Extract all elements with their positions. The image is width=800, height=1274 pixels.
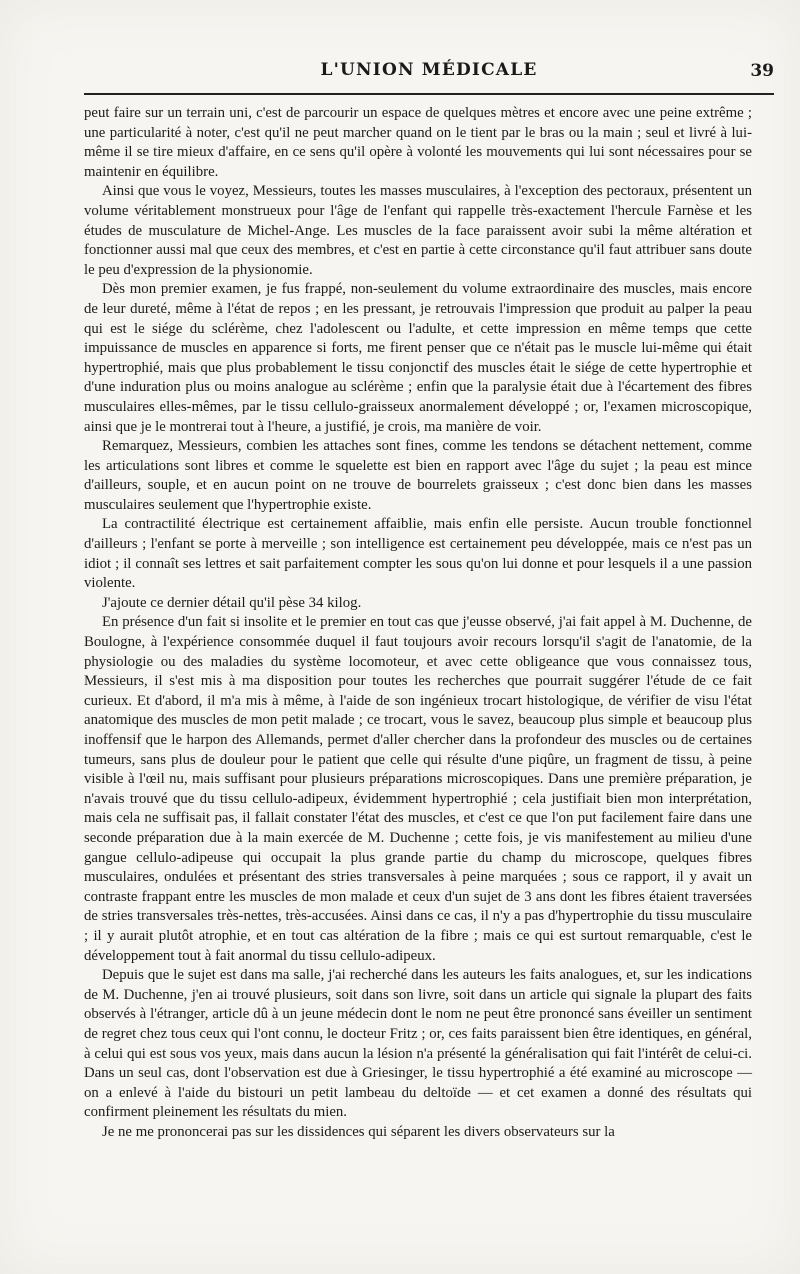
paragraph: Remarquez, Messieurs, combien les attaches sont fines, comme les tendons se détachent nettement, comme les articulations sont libres et comme le squelette est bien en rapport avec l'âge du sujet ; la peau est mince d'ailleurs, souple, et en aucun point on ne trouve de bourrelets graisseux ; c'est donc bien dans les masses musculaires seulement que l'hypertrophie existe. [84,438,752,513]
journal-title: L'UNION MÉDICALE [320,60,538,80]
page-header [84,58,774,88]
paragraph: La contractilité électrique est certainement affaiblie, mais enfin elle persiste. Aucun trouble fonctionnel d'ailleurs ; l'enfant se porte à merveille ; son intelligence est certainement peu développée, mais ce n'est pas un idiot ; il connaît ses lettres et sait parfaitement compter les sous qu'on lui donne et pour lesquels il a une passion violente. [84,516,752,592]
header-rule [84,93,774,95]
paragraph: En présence d'un fait si insolite et le premier en tout cas que j'eusse observé, j'ai fait appel à M. Duchenne, de Boulogne, à l'expérience consommée duquel il faut toujours avoir recours lorsqu'il s'agit de l'anatomie, de la physiologie ou des maladies du système locomoteur, et avec cette obligeance que vous connaissez tous, Messieurs, il s'est mis à ma disposition pour toutes les recherches que pourrait suggérer l'étude de ce fait curieux. Et d'abord, il m'a mis à même, à l'aide de son ingénieux trocart histologique, de vérifier de visu l'état anatomique des muscles de mon petit malade ; ce trocart, vous le savez, beaucoup plus simple et beaucoup plus inoffensif que le harpon des Allemands, permet d'aller chercher dans la profondeur des muscles ou de certaines tumeurs, sans plus de douleur pour le patient que celle qui résulte d'une piqûre, un fragment de tissu, à peine visible à l'œil nu, mais suffisant pour plusieurs préparations microscopiques. Dans une première préparation, je n'avais trouvé que du tissu cellulo-adipeux, évidemment hypertrophié ; cela justifiait bien mon interprétation, mais cela ne suffisait pas, il fallait constater l'état des muscles, et c'est ce que l'on put facilement faire dans une seconde préparation due à la main exercée de M. Duchenne ; cette fois, je vis manifestement au milieu d'une gangue cellulo-adipeuse qui occupait la plus grande partie du champ du microscope, quelques fibres musculaires, ondulées et présentant des stries transversales à peine marquées ; sous ce rapport, il y avait un contraste frappant entre les muscles de mon malade et ceux d'un sujet de 3 ans dont les fibres étaient traversées de stries transversales très-nettes, très-accusées. Ainsi dans ce cas, il n'y a pas d'hypertrophie du tissu musculaire ; il y aurait plutôt atrophie, et en tout cas altération de la fibre ; mais ce qui est surtout remarquable, c'est le développement tout à fait anormal du tissu cellulo-adipeux. [84,614,752,964]
article-body [84,104,752,1142]
paragraph: Depuis que le sujet est dans ma salle, j'ai recherché dans les auteurs les faits analogues, et, sur les indications de M. Duchenne, j'en ai trouvé plusieurs, soit dans son livre, soit dans un article qui signale la plupart des faits observés à l'étranger, article dû à un jeune médecin dont le nom ne peut être prononcé sans éveiller un sentiment de regret chez tous ceux qui l'ont connu, le docteur Fritz ; or, ces faits paraissent bien être identiques, en général, à celui qui est sous vos yeux, mais dans aucun la lésion n'a présenté la généralisation qui fait l'intérêt de celui-ci. Dans un seul cas, dont l'observation est due à Griesinger, le tissu hypertrophié a été examiné au microscope — on a enlevé à l'aide du bistouri un petit lambeau du deltoïde — et cet examen a donné des résultats qui confirment pleinement les résultats du mien. [84,967,752,1121]
paragraph: peut faire sur un terrain uni, c'est de parcourir un espace de quelques mètres et encore avec une peine extrême ; une particularité à noter, c'est qu'il ne peut marcher quand on le tient par le bras ou la main ; seul et livré à lui-même il se tire mieux d'affaire, en ce sens qu'il opère à volonté les mouvements qui lui sont nécessaires pour se maintenir en équilibre. [84,105,752,180]
paragraph: J'ajoute ce dernier détail qu'il pèse 34 kilog. [102,594,362,611]
page-number: 39 [750,61,774,81]
paragraph: Ainsi que vous le voyez, Messieurs, toutes les masses musculaires, à l'exception des pectoraux, présentent un volume véritablement monstrueux pour l'âge de l'enfant qui rappelle très-exactement l'hercule Farnèse et les études de musculature de Michel-Ange. Les muscles de la face paraissent avoir subi la même altération et fonctionner aussi mal que ceux des membres, et c'est en partie à cette circonstance qu'il faut attribuer sans doute le peu d'expression de la physionomie. [84,183,752,278]
paragraph: Dès mon premier examen, je fus frappé, non-seulement du volume extraordinaire des muscles, mais encore de leur dureté, même à l'état de repos ; en les pressant, je retrouvais l'impression que produit au palper la peau qui est le siége du sclérème, chez l'adolescent ou l'adulte, et cette impression en même temps que cette impuissance de muscles en apparence si forts, me firent penser que ce n'était pas le muscle lui-même qui était hypertrophié, mais que plus probablement le tissu conjonctif des muscles était le siége de cette hypertrophie et d'une induration plus ou moins analogue au sclérème ; enfin que la paralysie était due à l'écartement des fibres musculaires elles-mêmes, par le tissu cellulo-graisseux anormalement développé ; or, l'examen microscopique, ainsi que je le montrerai tout à l'heure, a justifié, je crois, ma manière de voir. [84,281,752,435]
paragraph: Je ne me prononcerai pas sur les dissidences qui séparent les divers observateurs sur la [102,1123,615,1140]
